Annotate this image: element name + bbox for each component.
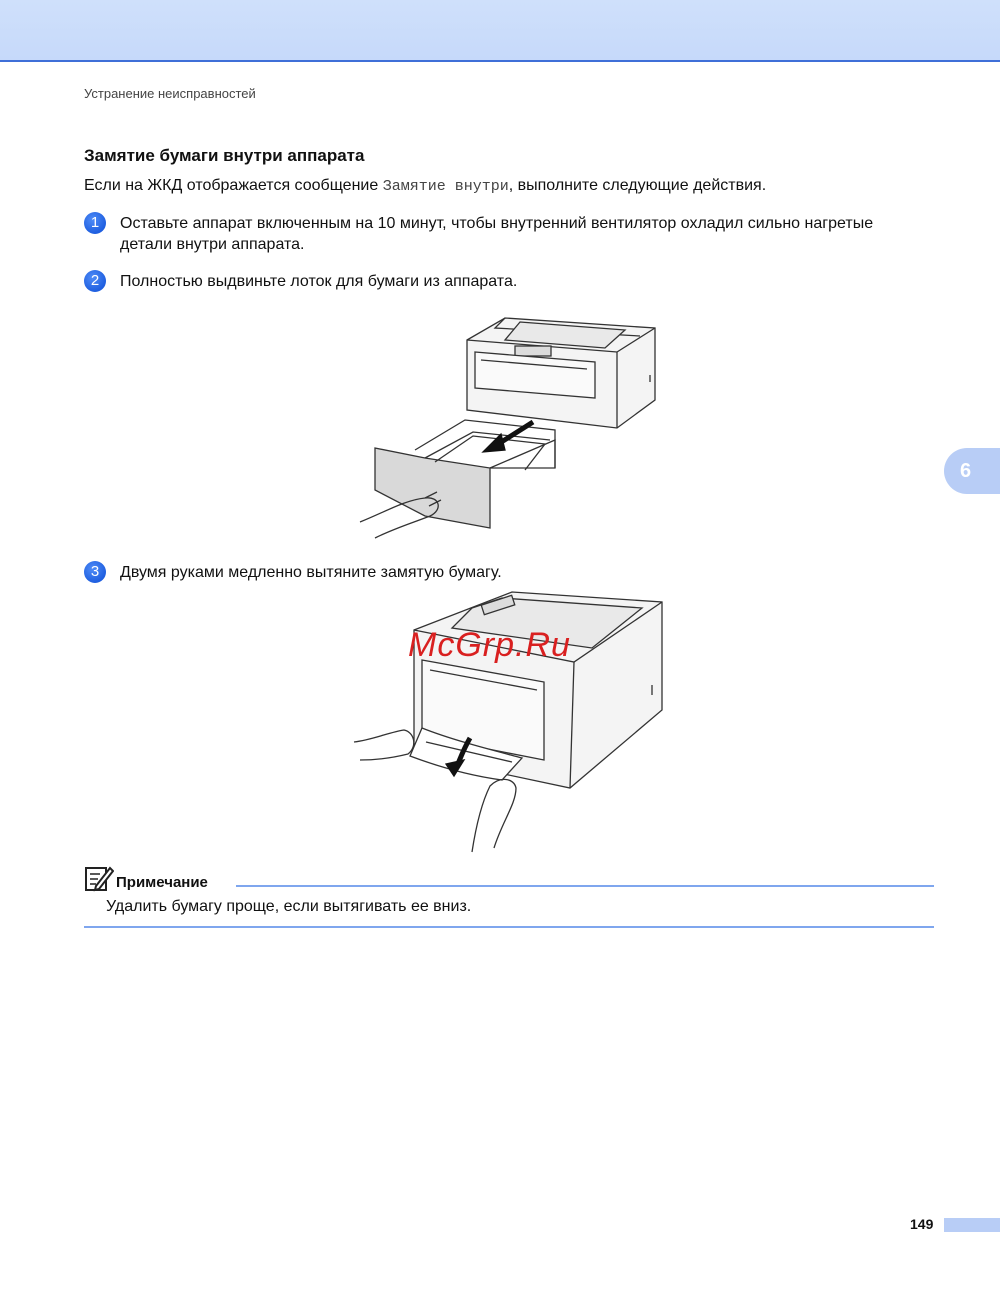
note-divider-top (236, 885, 934, 887)
note-divider-bottom (84, 926, 934, 928)
step-2 (84, 271, 920, 292)
step-number-badge: 1 (84, 212, 106, 234)
step-3 (84, 562, 920, 583)
intro-text-after: , выполните следующие действия. (508, 177, 767, 194)
printer-tray-illustration (355, 300, 665, 550)
step-text: Полностью выдвиньте лоток для бумаги из аппарата. (120, 273, 518, 290)
step-text: Оставьте аппарат включенным на 10 минут, чтобы внутренний вентилятор охладил сильно нагретые детали внутри аппарата. (120, 215, 874, 253)
page-number: 149 (910, 1216, 934, 1232)
watermark: McGrp.Ru (408, 626, 571, 664)
breadcrumb: Устранение неисправностей (84, 86, 256, 101)
lcd-message: Замятие внутри (382, 178, 509, 195)
header-band (0, 0, 1000, 62)
step-number-badge: 3 (84, 561, 106, 583)
note-title: Примечание (116, 874, 208, 891)
note-text: Удалить бумагу проще, если вытягивать ее вниз. (106, 898, 472, 915)
note-pencil-icon (84, 864, 114, 892)
intro-text-before: Если на ЖКД отображается сообщение (84, 177, 383, 194)
step-text: Двумя руками медленно вытяните замятую бумагу. (120, 564, 502, 581)
intro-paragraph (84, 176, 766, 197)
chapter-tab: 6 (944, 448, 1000, 494)
section-title: Замятие бумаги внутри аппарата (84, 146, 365, 165)
step-number-badge: 2 (84, 270, 106, 292)
page-number-bar (944, 1218, 1000, 1232)
step-1 (84, 213, 920, 255)
